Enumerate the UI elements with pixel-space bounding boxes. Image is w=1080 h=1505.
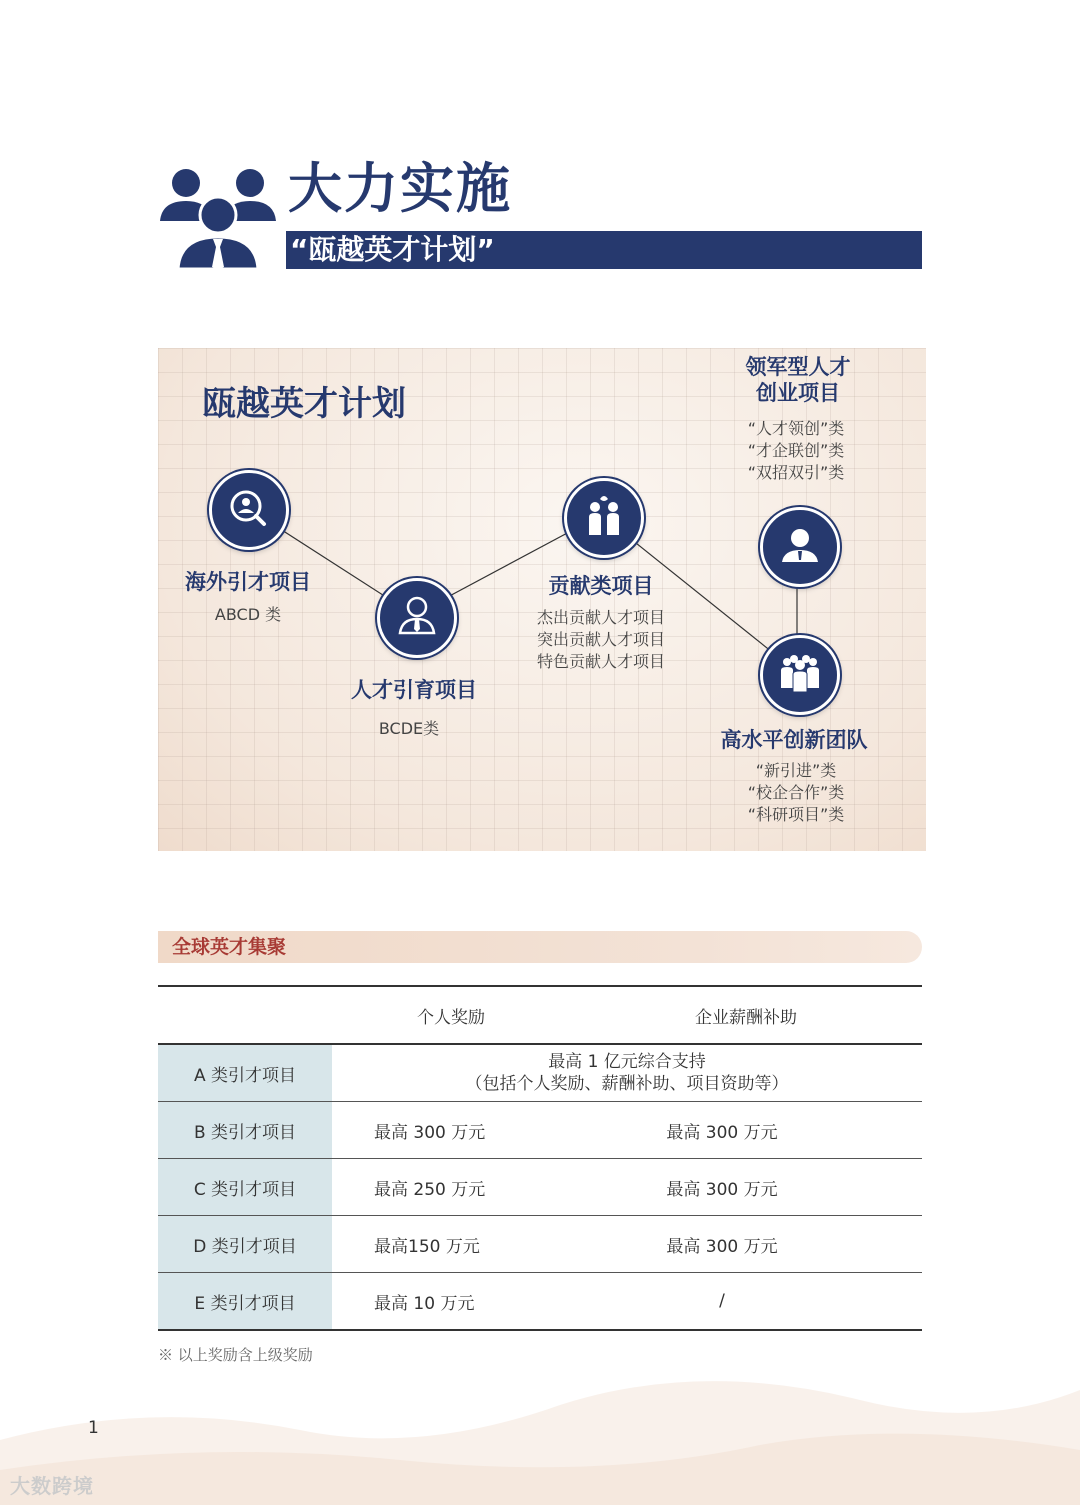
magnifier-person-icon [212,473,286,547]
node-title: 海外引才项目 [185,570,311,594]
merged-cell [332,1044,922,1102]
table-header-row [158,986,922,1044]
team-icon [763,638,837,712]
node-detail: ABCD 类 [214,605,282,624]
table-cell: / [570,1273,922,1331]
table-cell: 最高150 万元 [332,1216,570,1273]
people-group-icon [158,163,278,269]
person-tie-icon [380,581,454,655]
section-title: 全球英才集聚 [172,936,287,958]
table-cell: 最高 300 万元 [570,1159,922,1216]
footnote: ※ 以上奖励含上级奖励 [158,1346,313,1364]
node-detail-list [518,607,684,673]
heading-subtitle: “瓯越英才计划” [290,233,495,266]
node-detail: 突出贡献人才项目 [536,630,665,649]
row-label: B 类引才项目 [158,1102,332,1159]
overseas-program-node [209,470,289,550]
node-title: 贡献类项目 [548,574,654,598]
node-detail: “双招双引”类 [747,463,845,482]
page-heading: 大力实施 [288,157,512,220]
talent-development-node [377,578,457,658]
table-header-cell: 企业薪酬补助 [570,986,922,1044]
startup-program-node [760,507,840,587]
table-row [158,1044,922,1102]
table-row [158,1102,922,1159]
node-detail: “新引进”类 [755,761,837,780]
cell-text: （包括个人奖励、薪酬补助、项目资助等） [465,1074,789,1094]
table-header-cell [158,986,332,1044]
node-detail-list [726,418,866,484]
program-diagram [158,348,926,851]
node-detail: 特色贡献人才项目 [536,652,665,671]
watermark: 大数跨境 [10,1474,94,1498]
node-title: 高水平创新团队 [720,728,868,752]
node-detail: “才企联创”类 [747,441,845,460]
node-title-line: 领军型人才 [745,355,851,379]
contribution-program-node [564,478,644,558]
section-header [158,931,922,963]
node-title-line: 创业项目 [756,381,840,405]
diagram-title: 瓯越英才计划 [202,384,406,424]
table-row [158,1273,922,1331]
row-label: A 类引才项目 [158,1044,332,1102]
node-detail: “人才领创”类 [747,419,845,438]
node-detail: “科研项目”类 [747,805,845,824]
table-cell: 最高 300 万元 [570,1216,922,1273]
two-people-icon [567,481,641,555]
row-label: D 类引才项目 [158,1216,332,1273]
node-detail: 杰出贡献人才项目 [536,608,665,627]
decorative-hills [0,1360,1080,1505]
node-detail: BCDE类 [378,719,440,738]
table-cell: 最高 300 万元 [570,1102,922,1159]
table-header-cell: 个人奖励 [332,986,570,1044]
table-cell: 最高 250 万元 [332,1159,570,1216]
node-detail-list [726,760,866,826]
table-cell: 最高 300 万元 [332,1102,570,1159]
innovation-team-node [760,635,840,715]
row-label: C 类引才项目 [158,1159,332,1216]
table-cell: 最高 10 万元 [332,1273,570,1331]
person-bust-icon [763,510,837,584]
award-table [158,985,922,1331]
table-row [158,1216,922,1273]
node-title [718,354,878,406]
cell-text: 最高 1 亿元综合支持 [548,1052,706,1072]
node-title: 人才引育项目 [351,678,477,702]
table-row [158,1159,922,1216]
row-label: E 类引才项目 [158,1273,332,1331]
node-detail: “校企合作”类 [747,783,845,802]
page-number: 1 [88,1418,99,1438]
